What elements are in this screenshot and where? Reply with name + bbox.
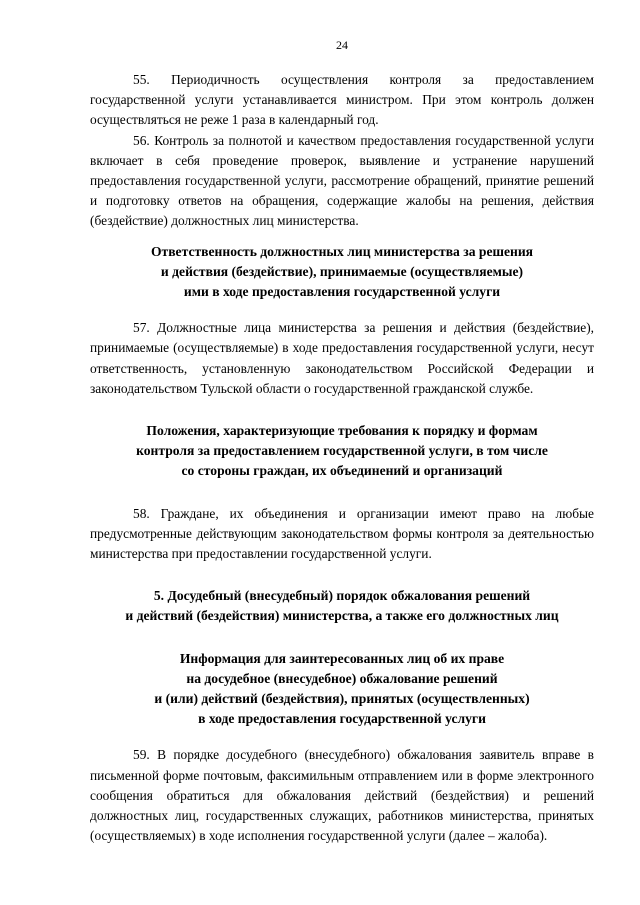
heading-line: на досудебное (внесудебное) обжалование решений: [186, 670, 498, 686]
paragraph-59: 59. В порядке досудебного (внесудебного) обжалования заявитель вправе в письменной форме почтовым, факсимильным отправлением или в форме электронного сообщения обратиться для обжалования действий (бездействия) и решений должностных лиц, государственных служащих, работников министерства, принятых (осуществляемых) в ходе исполнения государственной услуги (далее – жалоба).: [90, 747, 594, 844]
heading-section-5: [90, 586, 594, 626]
page-content: [90, 70, 594, 847]
paragraph-58: 58. Граждане, их объединения и организации имеют право на любые предусмотренные действующим законодательством формы контроля за деятельностью министерства при предоставлении государственной услуги.: [90, 505, 594, 562]
heading-responsibility: [90, 242, 594, 303]
heading-line: со стороны граждан, их объединений и организаций: [181, 463, 503, 479]
heading-line: Информация для заинтересованных лиц об их праве: [179, 650, 505, 666]
heading-line: Положения, характеризующие требования к порядку и формам: [146, 423, 538, 439]
heading-control-forms: [90, 421, 594, 482]
paragraph-55: 55. Периодичность осуществления контроля за предоставлением государственной услуги устанавливается министром. При этом контроль должен осуществляться не реже 1 раза в календарный год.: [90, 72, 594, 128]
paragraph-57: 57. Должностные лица министерства за решения и действия (бездействие), принимаемые (осуществляемые) в ходе предоставления государственной услуги, несут ответственность, установленную законодательством Российской Федерации и законодательством Тульской области о государственной гражданской службе.: [90, 320, 594, 396]
heading-line: 5. Досудебный (внесудебный) порядок обжалования решений: [153, 588, 531, 604]
heading-line: в ходе предоставления государственной услуги: [198, 711, 486, 727]
heading-line: и (или) действий (бездействия), принятых (осуществленных): [154, 691, 530, 707]
heading-information: [90, 649, 594, 730]
heading-line: ими в ходе предоставления государственной услуги: [183, 284, 501, 300]
page-number: 24: [336, 38, 348, 52]
heading-line: и действий (бездействия) министерства, а также его должностных лиц: [125, 608, 559, 624]
heading-line: Ответственность должностных лиц министерства за решения: [150, 243, 534, 259]
paragraph-56: 56. Контроль за полнотой и качеством предоставления государственной услуги включает в себя проведение проверок, выявление и устранение нарушений предоставления государственной услуги, рассмотрение обращений, принятие решений и подготовку ответов на обращения, содержащие жалобы на решения, действия (бездействие) должностных лиц министерства.: [90, 132, 594, 229]
heading-line: контроля за предоставлением государственной услуги, в том числе: [136, 443, 548, 459]
heading-line: и действия (бездействие), принимаемые (осуществляемые): [160, 263, 524, 279]
